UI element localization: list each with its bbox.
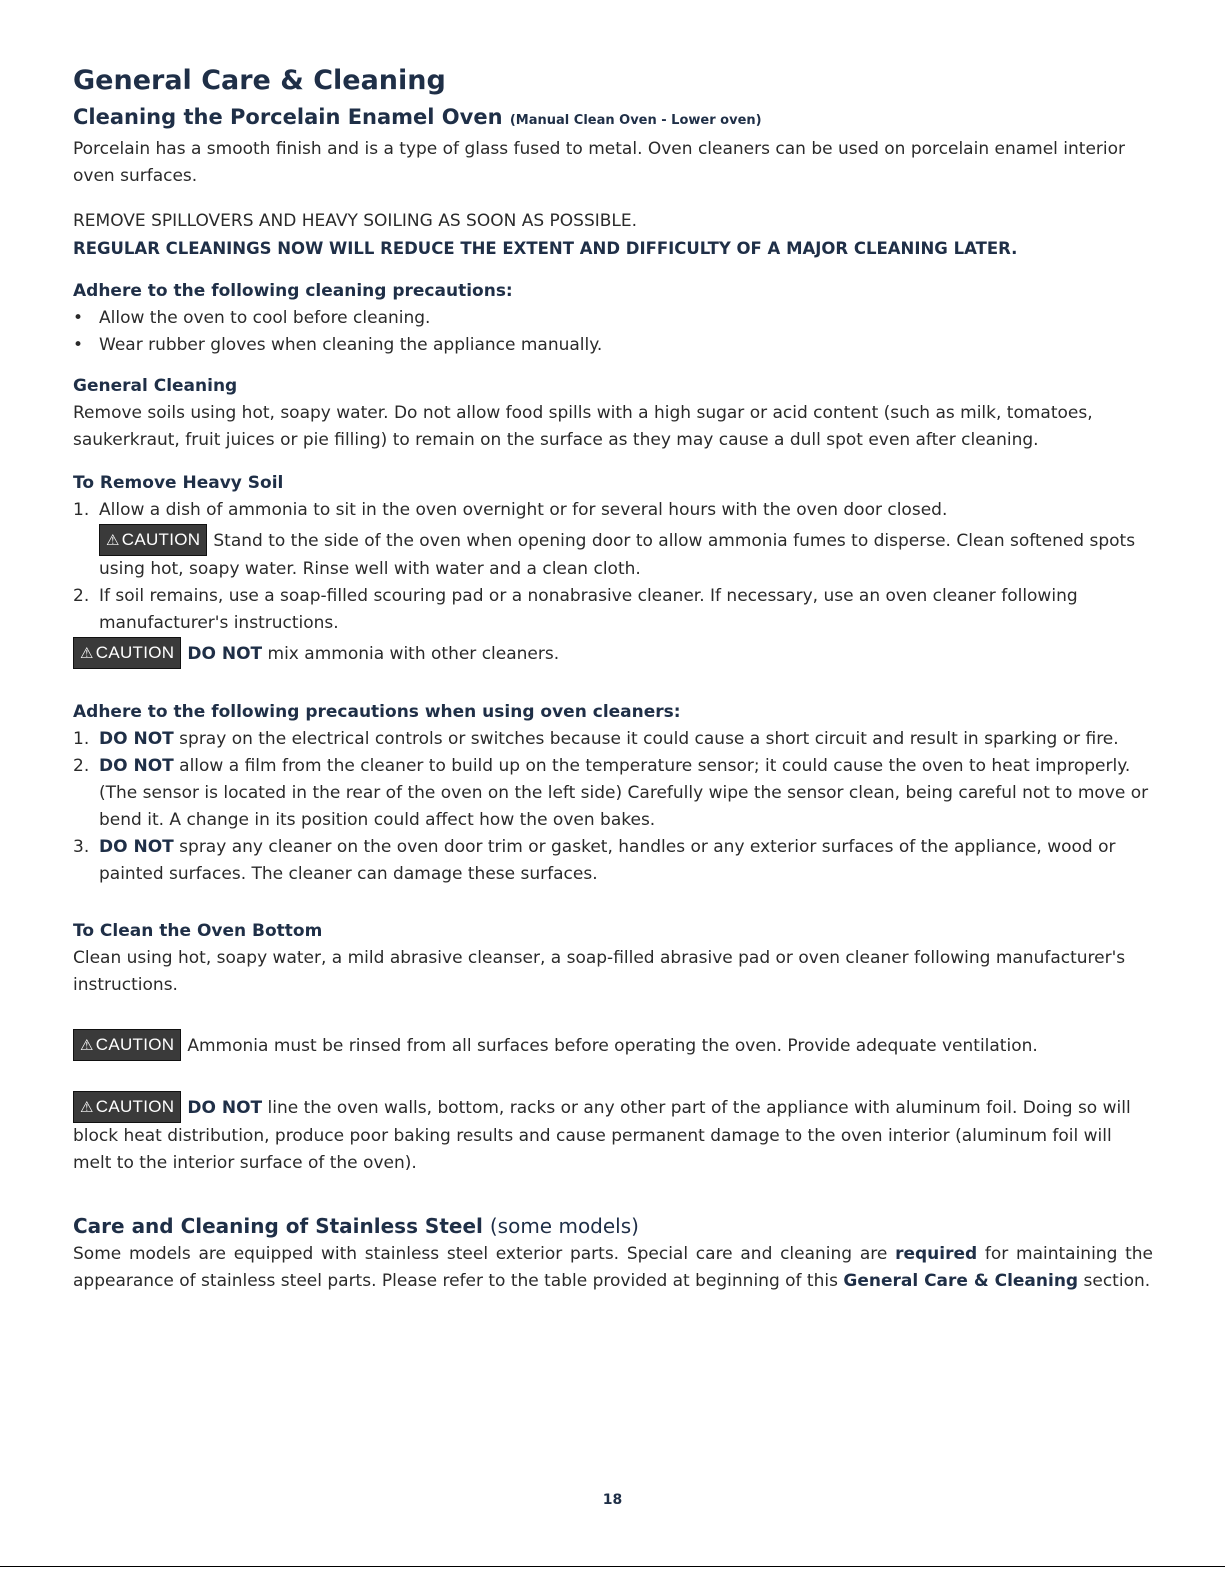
oven-bottom-heading: To Clean the Oven Bottom bbox=[73, 921, 323, 941]
paragraph-text: Some models are equipped with stainless steel exterior parts. Special care and cleaning are bbox=[73, 1244, 896, 1264]
precautions-list bbox=[73, 305, 1153, 359]
paragraph-text: for maintaining the appearance of stainless steel parts. Please refer to the table provided at beginning of this bbox=[73, 1244, 1153, 1291]
caution-text: Ammonia must be rinsed from all surfaces before operating the oven. Provide adequate ventilation. bbox=[187, 1036, 1038, 1056]
warning-triangle-icon: ⚠ bbox=[80, 1099, 94, 1116]
step-text: allow a film from the cleaner to build up on the temperature sensor; it could cause the oven to heat improperly. (The sensor is located in the rear of the oven on the left side) Carefully wipe the sensor clean, being careful not to move or bend it. A change in its position could affect how the oven bakes. bbox=[99, 756, 1149, 830]
step-number: 2. bbox=[73, 756, 90, 776]
caution-label: CAUTION bbox=[95, 1097, 175, 1116]
section-heading-qualifier: (some models) bbox=[489, 1214, 639, 1238]
caution-badge bbox=[73, 637, 181, 669]
do-not-emphasis: DO NOT bbox=[99, 837, 174, 857]
page-number: 18 bbox=[602, 1492, 623, 1508]
list-item bbox=[73, 834, 1153, 888]
list-item bbox=[73, 583, 1153, 637]
step-number: 1. bbox=[73, 500, 90, 520]
heavy-soil-steps bbox=[73, 497, 1153, 637]
do-not-emphasis: DO NOT bbox=[99, 756, 174, 776]
section-heading-porcelain bbox=[73, 102, 1153, 136]
caution-label: CAUTION bbox=[95, 643, 175, 662]
list-item bbox=[73, 332, 1153, 359]
section-heading-subtitle: (Manual Clean Oven - Lower oven) bbox=[509, 113, 762, 128]
oven-cleaner-heading: Adhere to the following precautions when using oven cleaners: bbox=[73, 702, 681, 722]
caution-text: Stand to the side of the oven when opening door to allow ammonia fumes to disperse. Clean softened spots using hot, soapy water. Rinse well with water and a clean cloth. bbox=[99, 531, 1136, 579]
list-item-text: Allow the oven to cool before cleaning. bbox=[99, 308, 431, 328]
section-heading-text: Cleaning the Porcelain Enamel Oven bbox=[73, 105, 503, 129]
oven-bottom-text: Clean using hot, soapy water, a mild abrasive cleanser, a soap-filled abrasive pad or oven cleaner following manufacturer's instructions. bbox=[73, 948, 1126, 995]
section-heading-stainless bbox=[73, 1211, 1153, 1241]
list-item bbox=[73, 726, 1153, 753]
do-not-emphasis: DO NOT bbox=[187, 644, 263, 664]
list-item bbox=[73, 753, 1153, 834]
step-number: 3. bbox=[73, 837, 90, 857]
precautions-heading: Adhere to the following cleaning precautions: bbox=[73, 281, 513, 301]
bullet-icon: • bbox=[73, 335, 84, 355]
heavy-soil-heading: To Remove Heavy Soil bbox=[73, 473, 284, 493]
foil-caution-paragraph bbox=[73, 1091, 1153, 1177]
do-not-emphasis: DO NOT bbox=[187, 1098, 263, 1118]
step-text: If soil remains, use a soap-filled scouring pad or a nonabrasive cleaner. If necessary, use an oven cleaner following manufacturer's instructions. bbox=[99, 586, 1078, 633]
list-item bbox=[73, 497, 1153, 583]
caution-badge bbox=[73, 1091, 181, 1123]
step-number: 1. bbox=[73, 729, 90, 749]
warning-triangle-icon: ⚠ bbox=[80, 645, 94, 662]
emphasis-text: required bbox=[895, 1244, 978, 1264]
remove-spillovers-line: REMOVE SPILLOVERS AND HEAVY SOILING AS SOON AS POSSIBLE. bbox=[73, 211, 638, 231]
warning-triangle-icon: ⚠ bbox=[106, 532, 120, 549]
section-heading-text: Care and Cleaning of Stainless Steel bbox=[73, 1214, 483, 1238]
intro-paragraph: Porcelain has a smooth finish and is a type of glass fused to metal. Oven cleaners can be used on porcelain enamel interior oven surfaces. bbox=[73, 139, 1126, 186]
bottom-divider bbox=[0, 1566, 1225, 1567]
step-number: 2. bbox=[73, 586, 90, 606]
page-title: General Care & Cleaning bbox=[73, 65, 446, 96]
bullet-icon: • bbox=[73, 308, 84, 328]
step-text: Allow a dish of ammonia to sit in the oven overnight or for several hours with the oven door closed. bbox=[99, 500, 948, 520]
caution-badge bbox=[73, 1029, 181, 1061]
emphasis-text: General Care & Cleaning bbox=[843, 1271, 1079, 1291]
stainless-paragraph bbox=[73, 1241, 1153, 1295]
list-item bbox=[73, 305, 1153, 332]
caution-badge bbox=[99, 524, 207, 556]
step-text: spray any cleaner on the oven door trim or gasket, handles or any exterior surfaces of the appliance, wood or painted surfaces. The cleaner can damage these surfaces. bbox=[99, 837, 1116, 884]
regular-cleanings-line: REGULAR CLEANINGS NOW WILL REDUCE THE EXTENT AND DIFFICULTY OF A MAJOR CLEANING LATER. bbox=[73, 239, 1018, 258]
paragraph-text: section. bbox=[1078, 1271, 1151, 1291]
step-text: spray on the electrical controls or switches because it could cause a short circuit and result in sparking or fire. bbox=[173, 729, 1119, 749]
general-cleaning-text: Remove soils using hot, soapy water. Do not allow food spills with a high sugar or acid content (such as milk, tomatoes, saukerkraut, fruit juices or pie filling) to remain on the surface as they may cause a dull spot even after cleaning. bbox=[73, 403, 1093, 450]
mix-caution-line bbox=[73, 637, 1153, 669]
caution-label: CAUTION bbox=[121, 530, 201, 549]
ammonia-caution-line bbox=[73, 1029, 1153, 1061]
do-not-emphasis: DO NOT bbox=[99, 729, 174, 749]
caution-text: line the oven walls, bottom, racks or any other part of the appliance with aluminum foil. Doing so will block heat distribution, produce poor baking results and cause permanent damage to the oven interior (aluminum foil will melt to the interior surface of the oven). bbox=[73, 1098, 1131, 1173]
warning-triangle-icon: ⚠ bbox=[80, 1037, 94, 1054]
list-item-text: Wear rubber gloves when cleaning the appliance manually. bbox=[99, 335, 603, 355]
oven-cleaner-steps bbox=[73, 726, 1153, 888]
caution-text: mix ammonia with other cleaners. bbox=[262, 644, 560, 664]
caution-label: CAUTION bbox=[95, 1035, 175, 1054]
page-content bbox=[73, 62, 1153, 1295]
general-cleaning-heading: General Cleaning bbox=[73, 376, 238, 396]
